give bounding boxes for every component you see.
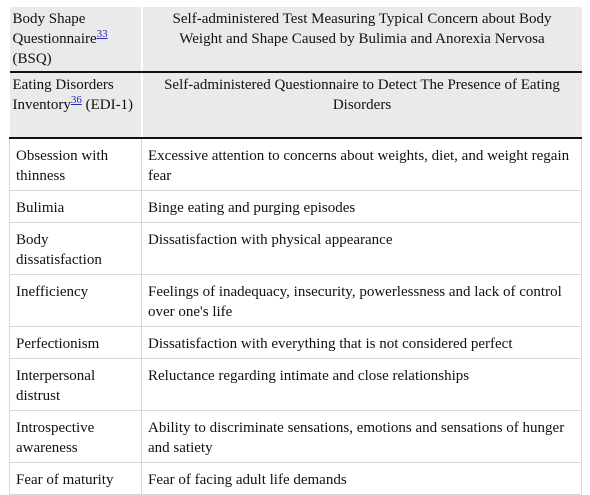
subscale-description: Fear of facing adult life demands — [142, 463, 582, 495]
header-row-edi — [10, 72, 582, 138]
instrument-description: Self-administered Test Measuring Typical Concern about Body Weight and Shape Caused by Bulimia and Anorexia Nervosa — [142, 7, 582, 72]
table-row — [10, 223, 582, 275]
subscale-name: Bulimia — [10, 191, 142, 223]
subscale-name: Inefficiency — [10, 275, 142, 327]
instrument-name-cell — [10, 72, 142, 138]
eating-disorder-instruments-table — [9, 7, 582, 495]
subscale-description: Ability to discriminate sensations, emotions and sensations of hunger and satiety — [142, 411, 582, 463]
table-row — [10, 327, 582, 359]
table-row — [10, 275, 582, 327]
instrument-abbreviation: (BSQ) — [12, 51, 52, 67]
reference-link[interactable]: 33 — [96, 28, 108, 40]
subscale-description: Dissatisfaction with everything that is not considered perfect — [142, 327, 582, 359]
instrument-description: Self-administered Questionnaire to Detect The Presence of Eating Disorders — [142, 72, 582, 138]
subscale-description: Reluctance regarding intimate and close relationships — [142, 359, 582, 411]
instrument-abbreviation: (EDI-1) — [81, 97, 134, 113]
table-row — [10, 463, 582, 495]
instrument-name-cell — [10, 7, 142, 72]
reference-link[interactable]: 36 — [70, 94, 82, 106]
subscale-name: Obsession with thinness — [10, 138, 142, 191]
subscale-name: Interpersonal distrust — [10, 359, 142, 411]
subscale-name: Introspective awareness — [10, 411, 142, 463]
subscale-description: Excessive attention to concerns about weights, diet, and weight regain fear — [142, 138, 582, 191]
header-row-bsq — [10, 7, 582, 72]
subscale-name: Perfectionism — [10, 327, 142, 359]
instrument-name: Eating Disorders Inventory — [12, 77, 114, 113]
subscale-name: Body dissatisfaction — [10, 223, 142, 275]
instrument-name: Body Shape Questionnaire — [12, 11, 97, 47]
table-row — [10, 411, 582, 463]
table-row — [10, 191, 582, 223]
table-row — [10, 359, 582, 411]
subscale-name: Fear of maturity — [10, 463, 142, 495]
subscale-description: Feelings of inadequacy, insecurity, powerlessness and lack of control over one's life — [142, 275, 582, 327]
table-row — [10, 138, 582, 191]
subscale-description: Dissatisfaction with physical appearance — [142, 223, 582, 275]
subscale-description: Binge eating and purging episodes — [142, 191, 582, 223]
